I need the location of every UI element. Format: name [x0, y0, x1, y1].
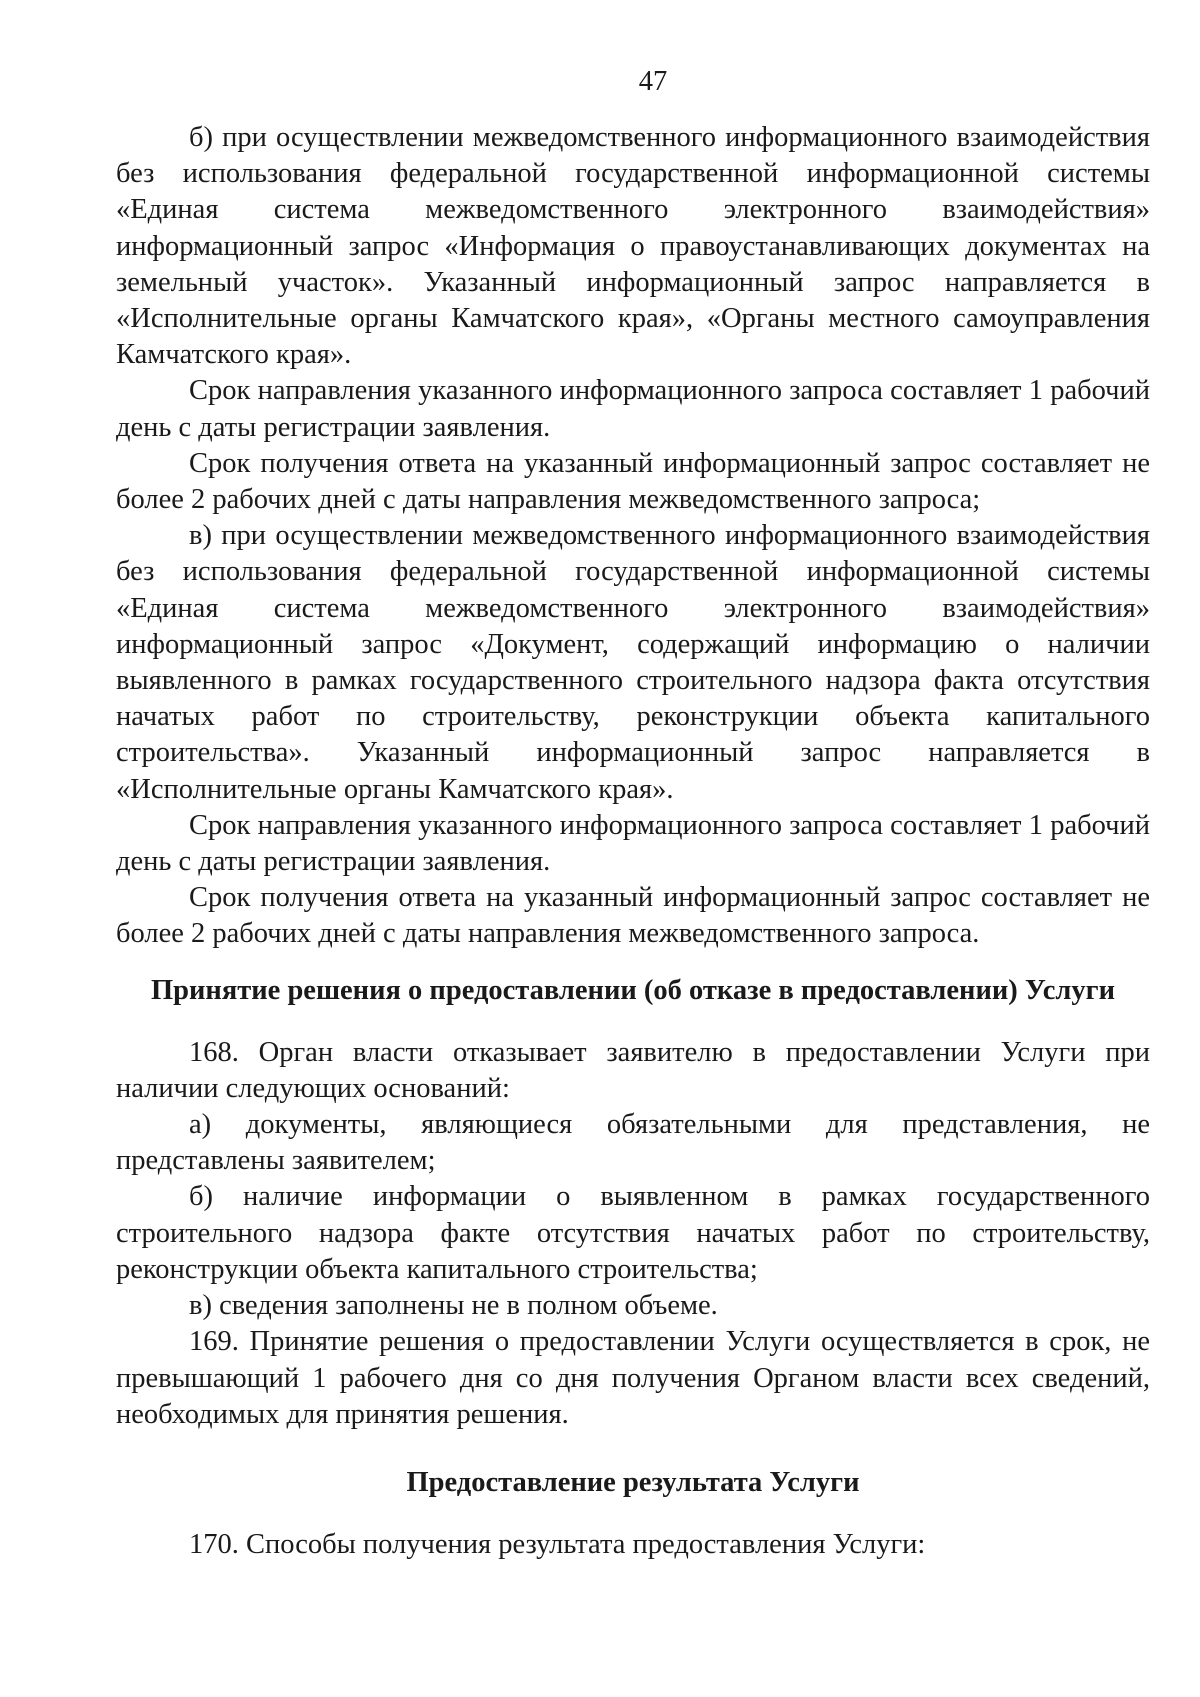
paragraph-v-response: Срок получения ответа на указанный информационный запрос составляет не более 2 рабочих дней с даты направления межведомственного запроса. — [116, 882, 1150, 950]
paragraph-170: 170. Способы получения результата предоставления Услуги: — [189, 1528, 926, 1560]
paragraph-168-b: б) наличие информации о выявленном в рамках государственного строительного надзора факте отсутствия начатых работ по строительству, реконструкции объекта капитального строительства; — [116, 1181, 1150, 1285]
document-page — [116, 64, 1150, 1563]
paragraph-168: 168. Орган власти отказывает заявителю в предоставлении Услуги при наличии следующих оснований: — [116, 1036, 1150, 1104]
paragraph-b-deadline: Срок направления указанного информационного запроса составляет 1 рабочий день с даты регистрации заявления. — [116, 375, 1150, 443]
paragraph-168-a: а) документы, являющиеся обязательными для представления, не представлены заявителем; — [116, 1109, 1150, 1177]
paragraph-v-deadline: Срок направления указанного информационного запроса составляет 1 рабочий день с даты регистрации заявления. — [116, 809, 1150, 878]
section-heading-decision: Принятие решения о предоставлении (об отказе в предоставлении) Услуги — [150, 974, 1115, 1006]
paragraph-b-response: Срок получения ответа на указанный информационный запрос составляет не более 2 рабочих дней с даты направления межведомственного запроса; — [116, 447, 1150, 516]
paragraph-b-intro: б) при осуществлении межведомственного информационного взаимодействия без использования федеральной государственной информационной системы «Единая система межведомственного электронного взаимодействия» информационный запрос «Информация о правоустанавливающих документах на земельный участок». Указанный информационный запрос направляется в «Исполнительные органы Камчатского края», «Органы местного самоуправления Камчатского края». — [116, 122, 1150, 371]
section-heading-result: Предоставление результата Услуги — [406, 1466, 860, 1498]
paragraph-168-v: в) сведения заполнены не в полном объеме. — [189, 1290, 718, 1322]
paragraph-169: 169. Принятие решения о предоставлении Услуги осуществляется в срок, не превышающий 1 рабочего дня со дня получения Органом власти всех сведений, необходимых для принятия решения. — [116, 1326, 1150, 1430]
page-number: 47 — [638, 66, 668, 97]
paragraph-v-intro: в) при осуществлении межведомственного информационного взаимодействия без использования федеральной государственной информационной системы «Единая система межведомственного электронного взаимодействия» информационный запрос «Документ, содержащий информацию о наличии выявленного в рамках государственного строительного надзора факта отсутствия начатых работ по строительству, реконструкции объекта капитального строительства». Указанный информационный запрос направляется в «Исполнительные органы Камчатского края». — [116, 520, 1150, 805]
